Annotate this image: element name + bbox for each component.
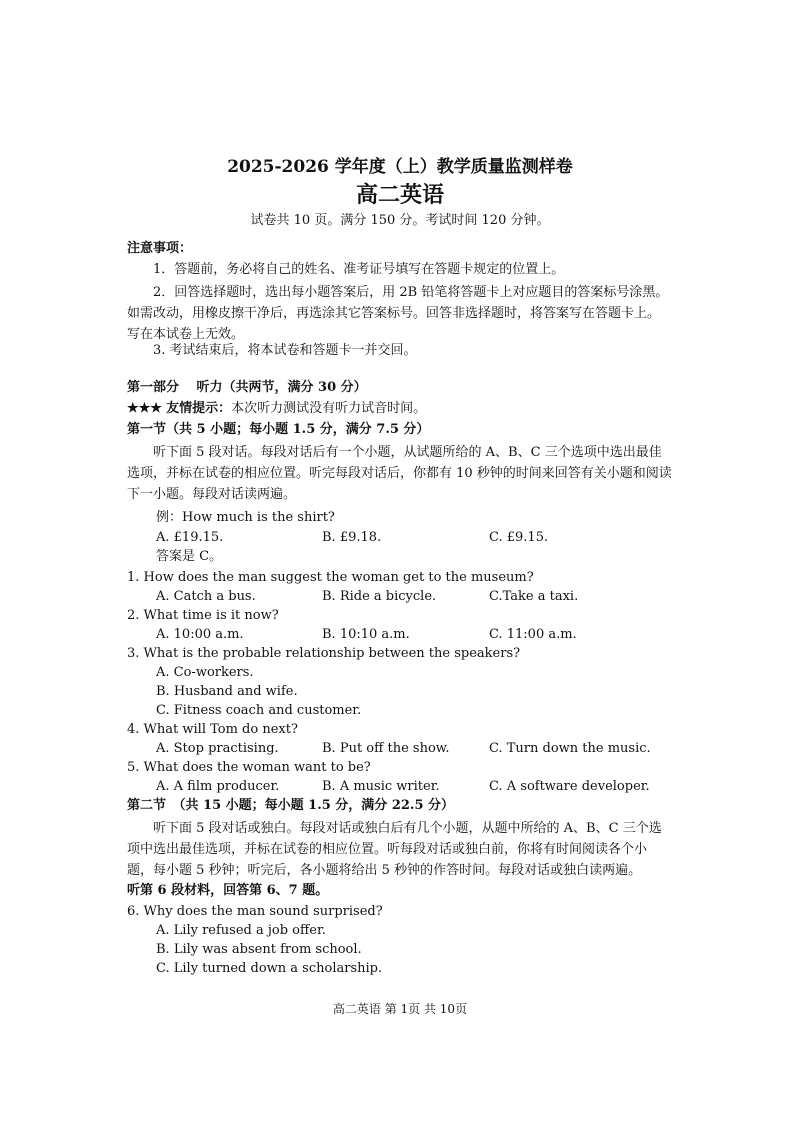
question-5-option-a: A. A film producer. xyxy=(156,779,280,794)
question-4-option-a: A. Stop practising. xyxy=(156,741,279,756)
exam-title: 2025-2026 学年度（上）教学质量监测样卷 xyxy=(227,157,573,177)
question-4-option-c: C. Turn down the music. xyxy=(489,741,651,756)
material-heading: 听第 6 段材料，回答第 6、7 题。 xyxy=(127,883,329,898)
section2-instruction: 听下面 5 段对话或独白。每段对话或独白后有几个小题，从题中所给的 A、B、C 三个选项中选出最佳选项，并标在试卷的相应位置。听每段对话或独白前，你将有时间阅读各个小题，每小题 5 秒钟；听完后，各小题将给出 5 秒钟的作答时间。每段对话或独白读两遍。 xyxy=(127,821,662,878)
question-5: 5. What does the woman want to be? xyxy=(127,760,371,775)
part1-heading: 第一部分 听力（共两节，满分 30 分） xyxy=(127,380,367,395)
question-2: 2. What time is it now? xyxy=(127,608,279,623)
example-option-c: C. £9.15. xyxy=(489,530,549,545)
question-2-option-a: A. 10:00 a.m. xyxy=(156,627,244,642)
question-6-option-b: B. Lily was absent from school. xyxy=(156,942,362,957)
section1-heading: 第一节（共 5 小题；每小题 1.5 分，满分 7.5 分） xyxy=(127,422,430,437)
example-option-b: B. £9.18. xyxy=(322,530,382,545)
note-item-1: 1．答题前，务必将自己的姓名、准考证号填写在答题卡规定的位置上。 xyxy=(153,262,565,277)
page-footer: 高二英语 第 1页 共 10页 xyxy=(332,1002,468,1016)
question-2-option-c: C. 11:00 a.m. xyxy=(489,627,577,642)
question-6-option-a: A. Lily refused a job offer. xyxy=(156,923,326,938)
question-1: 1. How does the man suggest the woman get to the museum? xyxy=(127,570,534,585)
question-3-option-b: B. Husband and wife. xyxy=(156,684,298,699)
subject-title: 高二英语 xyxy=(355,182,444,208)
question-4: 4. What will Tom do next? xyxy=(127,722,298,737)
part1-tip xyxy=(127,400,426,418)
note-item-3: 3. 考试结束后，将本试卷和答题卡一并交回。 xyxy=(153,343,417,358)
question-3-option-a: A. Co-workers. xyxy=(156,665,254,680)
question-5-option-b: B. A music writer. xyxy=(322,779,440,794)
example-question: 例：How much is the shirt? xyxy=(156,510,335,525)
notes-heading: 注意事项： xyxy=(127,241,193,256)
question-2-option-b: B. 10:10 a.m. xyxy=(322,627,410,642)
question-4-option-b: B. Put off the show. xyxy=(322,741,450,756)
question-1-option-a: A. Catch a bus. xyxy=(156,589,256,604)
question-5-option-c: C. A software developer. xyxy=(489,779,650,794)
example-answer: 答案是 C。 xyxy=(156,549,223,564)
question-1-option-c: C.Take a taxi. xyxy=(489,589,579,604)
stars-icon: ★★★ xyxy=(127,401,162,416)
question-6: 6. Why does the man sound surprised? xyxy=(127,904,383,919)
question-3: 3. What is the probable relationship between the speakers? xyxy=(127,646,521,661)
question-6-option-c: C. Lily turned down a scholarship. xyxy=(156,961,383,976)
note-item-2: 2．回答选择题时，选出每小题答案后，用 2B 铅笔将答题卡上对应题目的答案标号涂黑。 如需改动，用橡皮擦干净后，再选涂其它答案标号。回答非选择题时，将答案写在答题卡上。写在本试卷上无效。 xyxy=(127,285,669,342)
exam-info: 试卷共 10 页。满分 150 分。考试时间 120 分钟。 xyxy=(250,213,550,228)
tip-text: 本次听力测试没有听力试音时间。 xyxy=(231,401,427,416)
section2-heading: 第二节 （共 15 小题；每小题 1.5 分，满分 22.5 分） xyxy=(127,798,455,813)
tip-label: 友情提示： xyxy=(166,401,232,416)
question-1-option-b: B. Ride a bicycle. xyxy=(322,589,437,604)
section1-instruction: 听下面 5 段对话。每段对话后有一个小题，从试题所给的 A、B、C 三个选项中选出最佳选项，并标在试卷的相应位置。听完每段对话后，你都有 10 秒钟的时间来回答有关小题和阅读下一小题。每段对话读两遍。 xyxy=(127,445,672,502)
question-3-option-c: C. Fitness coach and customer. xyxy=(156,703,362,718)
example-option-a: A. £19.15. xyxy=(156,530,224,545)
